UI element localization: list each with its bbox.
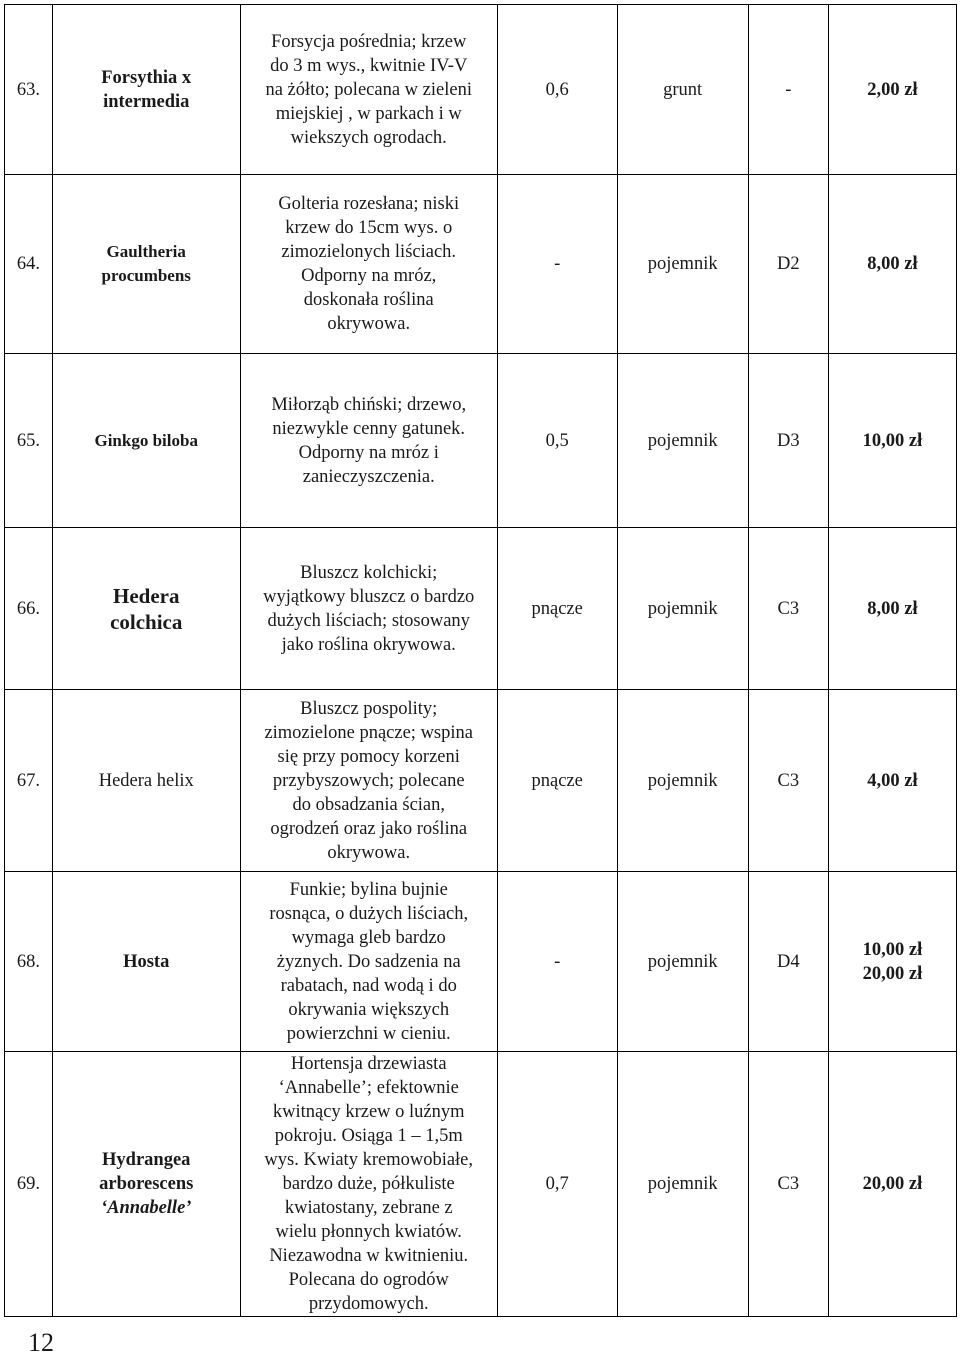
container-type: pojemnik — [617, 690, 748, 872]
container-type: pojemnik — [617, 175, 748, 354]
plant-description: Bluszcz pospolity; zimozielone pnącze; wspina się przy pomocy korzeni przybyszowych; polecane do obsadzania ścian, ogrodzeń oraz jako roślina okrywowa. — [240, 690, 497, 872]
container-type: pojemnik — [617, 1052, 748, 1317]
plant-height: - — [497, 872, 617, 1052]
container-size: D3 — [748, 354, 828, 528]
container-type: grunt — [617, 5, 748, 175]
plant-height: pnącze — [497, 690, 617, 872]
plant-name: Forsythia x intermedia — [52, 5, 240, 175]
table-row — [5, 5, 957, 175]
plant-name: Hosta — [52, 872, 240, 1052]
table-row — [5, 872, 957, 1052]
plant-price: 8,00 zł — [828, 175, 956, 354]
plant-description: Hortensja drzewiasta ‘Annabelle’; efektownie kwitnący krzew o luźnym pokroju. Osiąga 1 – 1,5m wys. Kwiaty kremowobiałe, bardzo duże, półkuliste kwiatostany, zebrane z wielu płonnych kwiatów. Niezawodna w kwitnieniu. Polecana do ogrodów przydomowych. — [240, 1052, 497, 1317]
container-size: D2 — [748, 175, 828, 354]
row-number: 65. — [5, 354, 53, 528]
table-row — [5, 528, 957, 690]
plant-description: Miłorząb chiński; drzewo, niezwykle cenny gatunek. Odporny na mróz i zanieczyszczenia. — [240, 354, 497, 528]
page-number: 12 — [28, 1328, 54, 1357]
plant-height: 0,5 — [497, 354, 617, 528]
plant-height: pnącze — [497, 528, 617, 690]
table-row — [5, 354, 957, 528]
plant-price: 10,00 zł 20,00 zł — [828, 872, 956, 1052]
plant-description: Bluszcz kolchicki; wyjątkowy bluszcz o bardzo dużych liściach; stosowany jako roślina okrywowa. — [240, 528, 497, 690]
row-number: 67. — [5, 690, 53, 872]
plant-description: Funkie; bylina bujnie rosnąca, o dużych liściach, wymaga gleb bardzo żyznych. Do sadzenia na rabatach, nad wodą i do okrywania większych powierzchni w cieniu. — [240, 872, 497, 1052]
container-size: C3 — [748, 1052, 828, 1317]
row-number: 64. — [5, 175, 53, 354]
table-row — [5, 175, 957, 354]
plant-description: Forsycja pośrednia; krzew do 3 m wys., kwitnie IV-V na żółto; polecana w zieleni miejskiej , w parkach i w wiekszych ogrodach. — [240, 5, 497, 175]
container-size: D4 — [748, 872, 828, 1052]
row-number: 68. — [5, 872, 53, 1052]
plant-description: Golteria rozesłana; niski krzew do 15cm wys. o zimozielonych liściach. Odporny na mróz, doskonała roślina okrywowa. — [240, 175, 497, 354]
container-size: - — [748, 5, 828, 175]
plant-price: 2,00 zł — [828, 5, 956, 175]
container-size: C3 — [748, 528, 828, 690]
table-row — [5, 690, 957, 872]
plant-price: 20,00 zł — [828, 1052, 956, 1317]
plant-price: 10,00 zł — [828, 354, 956, 528]
plant-name: Gaultheria procumbens — [52, 175, 240, 354]
plant-name: Hedera helix — [52, 690, 240, 872]
plant-height: 0,7 — [497, 1052, 617, 1317]
table-row — [5, 1052, 957, 1317]
row-number: 66. — [5, 528, 53, 690]
row-number: 63. — [5, 5, 53, 175]
plant-height: - — [497, 175, 617, 354]
plant-price: 4,00 zł — [828, 690, 956, 872]
plant-name: Hedera colchica — [52, 528, 240, 690]
plant-name: Hydrangea arborescens ‘Annabelle’ — [52, 1052, 240, 1317]
row-number: 69. — [5, 1052, 53, 1317]
plant-height: 0,6 — [497, 5, 617, 175]
plant-price: 8,00 zł — [828, 528, 956, 690]
plant-name: Ginkgo biloba — [52, 354, 240, 528]
plant-catalog-table — [4, 4, 957, 1317]
container-type: pojemnik — [617, 528, 748, 690]
container-type: pojemnik — [617, 872, 748, 1052]
container-type: pojemnik — [617, 354, 748, 528]
container-size: C3 — [748, 690, 828, 872]
